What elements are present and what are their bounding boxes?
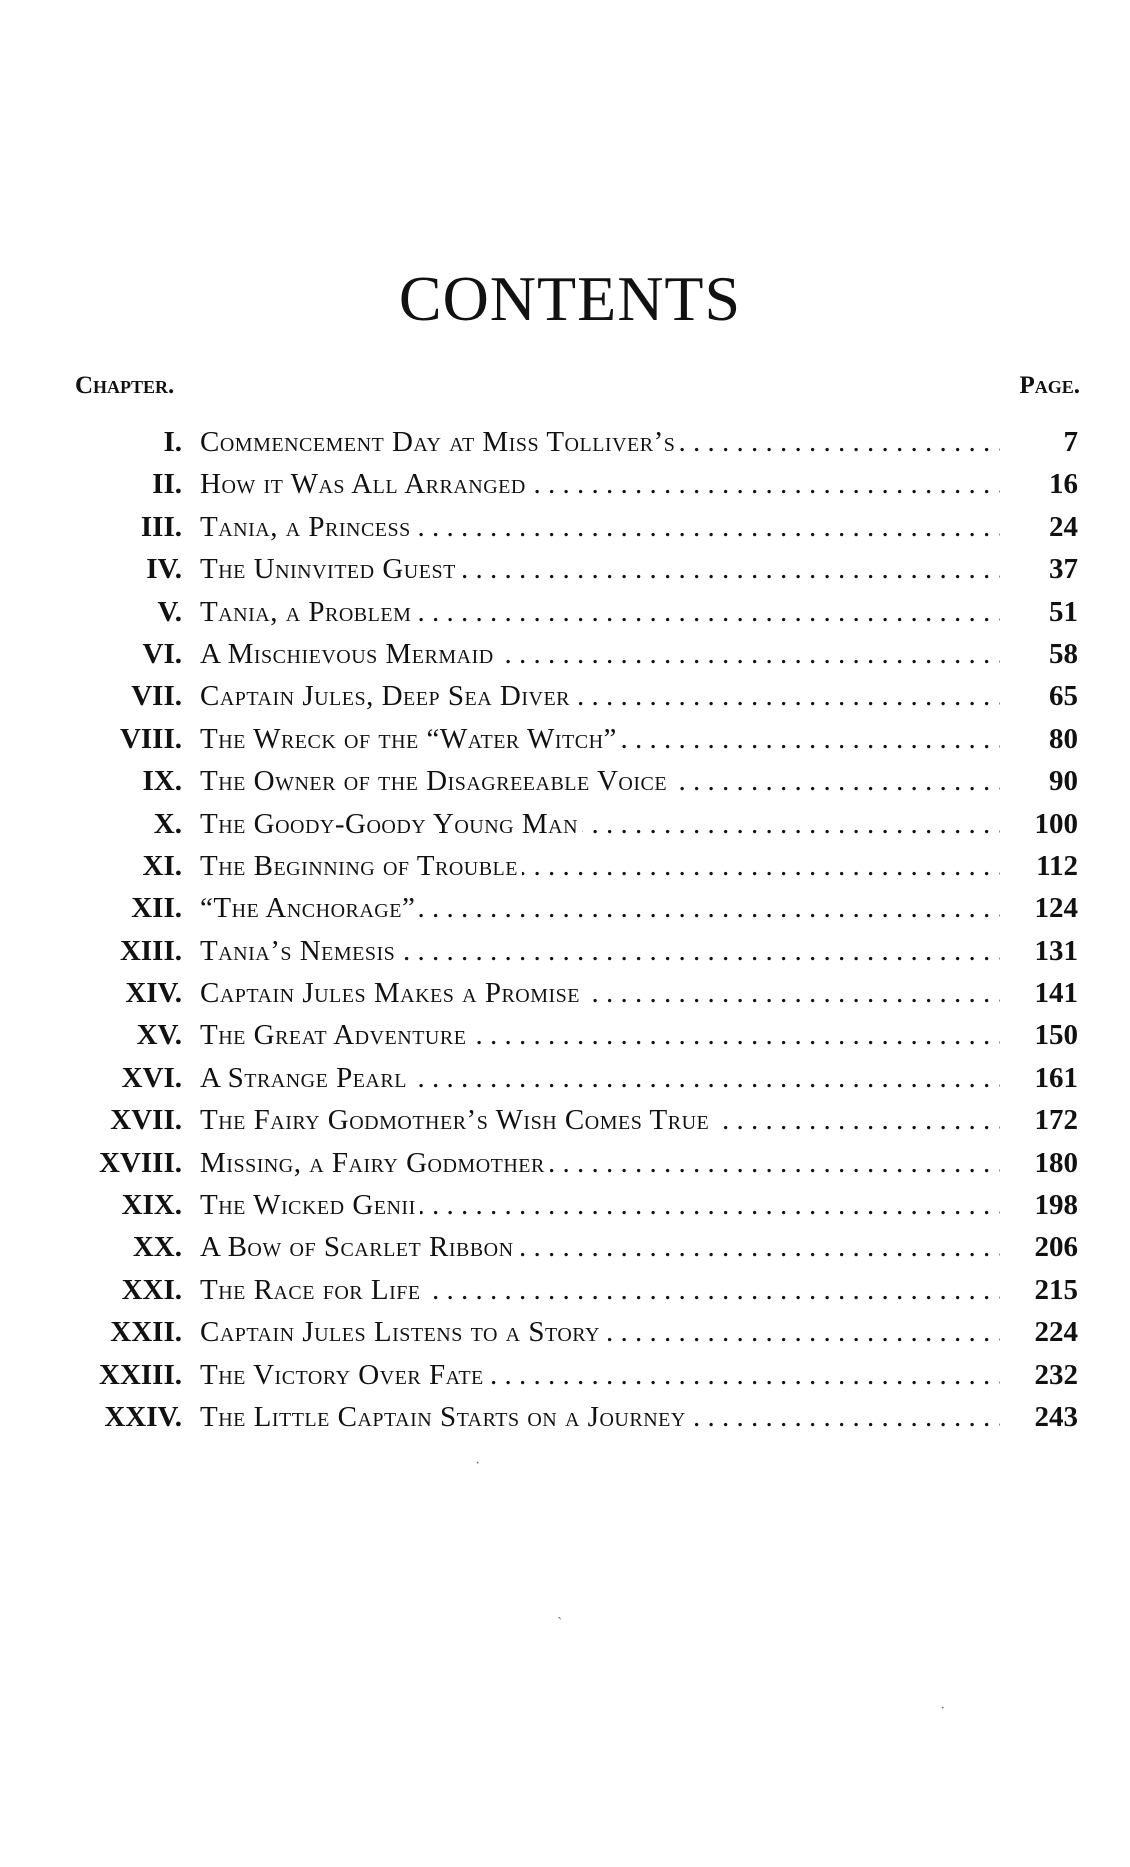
chapter-number: XII. — [131, 892, 182, 925]
chapter-title: The Race for Life — [200, 1274, 425, 1306]
toc-row — [0, 675, 1130, 717]
chapter-title-leader — [200, 506, 1000, 548]
chapter-number: XX. — [132, 1231, 182, 1264]
table-of-contents — [0, 421, 1130, 1438]
chapter-title-leader — [200, 845, 1000, 887]
chapter-number: VI. — [142, 637, 182, 670]
chapter-number: II. — [152, 468, 182, 501]
chapter-title-leader — [200, 1226, 1000, 1268]
chapter-title-leader — [200, 760, 1000, 802]
chapter-number: IX. — [142, 765, 182, 798]
chapter-page-number: 51 — [1049, 595, 1078, 628]
chapter-title: The Beginning of Trouble — [200, 850, 522, 882]
chapter-title: A Strange Pearl — [200, 1062, 411, 1094]
chapter-title-leader — [200, 887, 1000, 929]
chapter-page-number: 100 — [1034, 807, 1078, 840]
chapter-number: XI. — [142, 849, 182, 882]
chapter-page-number: 7 — [1063, 426, 1078, 458]
chapter-title-leader — [200, 1354, 1000, 1396]
chapter-page-number: 161 — [1034, 1061, 1078, 1094]
toc-row — [0, 506, 1130, 548]
chapter-title: A Mischievous Mermaid — [200, 638, 498, 670]
chapter-title-leader — [200, 930, 1000, 972]
chapter-title-leader — [200, 718, 1000, 760]
toc-row — [0, 1311, 1130, 1353]
chapter-title-leader — [200, 421, 1000, 463]
chapter-title: The Wreck of the “Water Witch” — [200, 723, 621, 755]
chapter-title-leader — [200, 463, 1000, 505]
toc-row — [0, 421, 1130, 463]
chapter-title: The Fairy Godmother’s Wish Comes True — [200, 1104, 713, 1136]
chapter-page-number: 198 — [1034, 1189, 1078, 1222]
chapter-title: The Victory Over Fate — [200, 1359, 488, 1391]
chapter-page-number: 206 — [1034, 1231, 1078, 1264]
chapter-number: XXI. — [121, 1273, 182, 1306]
chapter-title: Missing, a Fairy Godmother — [200, 1147, 549, 1179]
chapter-title-leader — [200, 1311, 1000, 1353]
print-speck: · — [940, 1700, 946, 1717]
chapter-number: XXIV. — [104, 1400, 182, 1433]
chapter-title: The Great Adventure — [200, 1019, 470, 1051]
chapter-title-leader — [200, 591, 1000, 633]
chapter-page-number: 232 — [1034, 1358, 1078, 1391]
chapter-title: The Wicked Genii — [200, 1189, 420, 1221]
toc-row — [0, 548, 1130, 590]
chapter-number: X. — [153, 807, 182, 840]
chapter-column-header: Chapter. — [75, 372, 175, 399]
chapter-title: Commencement Day at Miss Tolliver’s — [200, 426, 679, 458]
chapter-page-number: 58 — [1049, 637, 1078, 670]
toc-row — [0, 633, 1130, 675]
toc-row — [0, 591, 1130, 633]
chapter-number: XV. — [136, 1019, 182, 1052]
toc-row — [0, 887, 1130, 929]
chapter-number: XVII. — [110, 1104, 182, 1137]
chapter-page-number: 215 — [1034, 1273, 1078, 1306]
chapter-page-number: 124 — [1034, 892, 1078, 925]
page-title: CONTENTS — [398, 263, 742, 334]
chapter-title-leader — [200, 803, 1000, 845]
chapter-page-number: 24 — [1049, 510, 1078, 543]
chapter-title: Captain Jules Listens to a Story — [200, 1316, 604, 1348]
chapter-page-number: 112 — [1036, 849, 1078, 882]
toc-row — [0, 845, 1130, 887]
chapter-title-leader — [200, 548, 1000, 590]
chapter-title: The Little Captain Starts on a Journey — [200, 1401, 690, 1433]
chapter-page-number: 131 — [1034, 934, 1078, 967]
chapter-title-leader — [200, 633, 1000, 675]
chapter-title: Tania, a Princess — [200, 511, 415, 543]
toc-row — [0, 463, 1130, 505]
print-speck: ` — [557, 1615, 563, 1632]
toc-row — [0, 1057, 1130, 1099]
chapter-number: VIII. — [119, 722, 182, 755]
chapter-title-leader — [200, 1269, 1000, 1311]
chapter-number: VII. — [131, 680, 182, 713]
chapter-title: How it Was All Arranged — [200, 468, 530, 500]
chapter-title: Captain Jules Makes a Promise — [200, 977, 584, 1009]
chapter-page-number: 243 — [1034, 1400, 1078, 1433]
chapter-title-leader — [200, 1099, 1000, 1141]
toc-row — [0, 1142, 1130, 1184]
chapter-title: Captain Jules, Deep Sea Diver — [200, 680, 574, 712]
chapter-page-number: 141 — [1034, 977, 1078, 1010]
chapter-number: XVI. — [121, 1061, 182, 1094]
chapter-page-number: 16 — [1049, 468, 1078, 501]
chapter-title-leader — [200, 675, 1000, 717]
chapter-page-number: 65 — [1049, 680, 1078, 713]
chapter-title-leader — [200, 1396, 1000, 1438]
chapter-title: “The Anchorage” — [200, 892, 419, 924]
chapter-title: Tania’s Nemesis — [200, 935, 399, 967]
chapter-title: The Uninvited Guest — [200, 553, 460, 585]
toc-row — [0, 1226, 1130, 1268]
chapter-number: XXII. — [110, 1316, 182, 1349]
toc-row — [0, 1184, 1130, 1226]
chapter-page-number: 180 — [1034, 1146, 1078, 1179]
chapter-title: A Bow of Scarlet Ribbon — [200, 1231, 518, 1263]
chapter-number: XIII. — [119, 934, 182, 967]
toc-row — [0, 1099, 1130, 1141]
toc-row — [0, 1396, 1130, 1438]
page-column-header: Page. — [1019, 372, 1080, 399]
chapter-number: I. — [163, 426, 182, 458]
chapter-number: III. — [140, 510, 182, 543]
chapter-title: The Goody-Goody Young Man — [200, 808, 582, 840]
chapter-number: XVIII. — [99, 1146, 182, 1179]
chapter-number: V. — [157, 595, 182, 628]
chapter-number: XIV. — [125, 977, 182, 1010]
chapter-title-leader — [200, 972, 1000, 1014]
chapter-number: XXIII. — [99, 1358, 182, 1391]
toc-row — [0, 760, 1130, 802]
chapter-number: XIX. — [121, 1189, 182, 1222]
chapter-number: IV. — [146, 553, 182, 586]
chapter-page-number: 80 — [1049, 722, 1078, 755]
chapter-title-leader — [200, 1142, 1000, 1184]
chapter-page-number: 224 — [1034, 1316, 1078, 1349]
chapter-page-number: 90 — [1049, 765, 1078, 798]
chapter-title: The Owner of the Disagreeable Voice — [200, 765, 671, 797]
toc-row — [0, 930, 1130, 972]
toc-row — [0, 718, 1130, 760]
chapter-page-number: 150 — [1034, 1019, 1078, 1052]
toc-row — [0, 1269, 1130, 1311]
chapter-page-number: 37 — [1049, 553, 1078, 586]
toc-row — [0, 803, 1130, 845]
toc-row — [0, 1354, 1130, 1396]
print-speck: · — [475, 1455, 481, 1472]
chapter-page-number: 172 — [1034, 1104, 1078, 1137]
chapter-title: Tania, a Problem — [200, 596, 415, 628]
toc-row — [0, 972, 1130, 1014]
toc-row — [0, 1014, 1130, 1056]
chapter-title-leader — [200, 1057, 1000, 1099]
chapter-title-leader — [200, 1014, 1000, 1056]
chapter-title-leader — [200, 1184, 1000, 1226]
